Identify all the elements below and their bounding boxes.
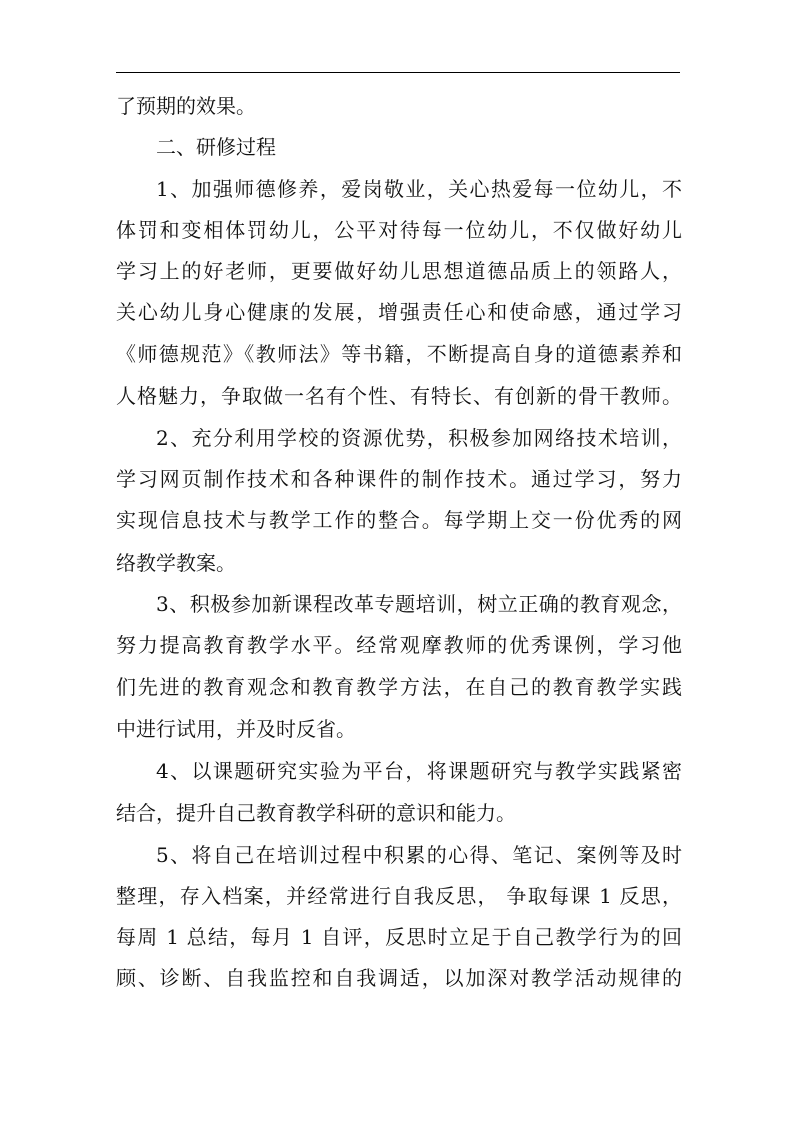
paragraph-line: 《师德规范》《教师法》等书籍，不断提高自身的道德素养和 [116,341,682,366]
paragraph-line: 努力提高教育教学水平。经常观摩教师的优秀课例，学习他 [116,633,682,658]
paragraph-line: 3、积极参加新课程改革专题培训，树立正确的教育观念， [156,592,682,617]
paragraph-line: 1、加强师德修养，爱岗敬业，关心热爱每一位幼儿，不 [156,176,682,201]
paragraph-line: 中进行试用，并及时反省。 [116,717,356,742]
paragraph-line: 们先进的教育观念和教育教学方法，在自己的教育教学实践 [116,674,682,699]
paragraph-line: 结合，提升自己教育教学科研的意识和能力。 [116,800,516,825]
paragraph-line: 关心幼儿身心健康的发展，增强责任心和使命感，通过学习 [116,300,682,325]
section-heading: 二、研修过程 [156,135,276,160]
paragraph-line: 整理，存入档案，并经常进行自我反思， 争取每课 1 反思， [116,883,682,908]
header-rule [116,72,680,73]
paragraph-line: 5、将自己在培训过程中积累的心得、笔记、案例等及时 [156,842,682,867]
paragraph-line: 学习网页制作技术和各种课件的制作技术。通过学习，努力 [116,466,682,491]
paragraph-line: 每周 1 总结，每月 1 自评，反思时立足于自己教学行为的回 [116,925,682,950]
paragraph-line: 顾、诊断、自我监控和自我调适，以加深对教学活动规律的 [116,966,682,991]
paragraph-line: 学习上的好老师，更要做好幼儿思想道德品质上的领路人， [116,259,682,284]
paragraph-line: 人格魅力，争取做一名有个性、有特长、有创新的骨干教师。 [116,384,682,409]
paragraph-line: 4、以课题研究实验为平台，将课题研究与教学实践紧密 [156,758,682,783]
paragraph-line: 了预期的效果。 [116,94,256,118]
paragraph-line: 2、充分利用学校的资源优势，积极参加网络技术培训， [156,425,682,450]
paragraph-line: 络教学教案。 [116,550,236,575]
paragraph-line: 实现信息技术与教学工作的整合。每学期上交一份优秀的网 [116,508,682,533]
document-body [116,86,682,1000]
paragraph-line: 体罚和变相体罚幼儿，公平对待每一位幼儿，不仅做好幼儿 [116,217,682,242]
